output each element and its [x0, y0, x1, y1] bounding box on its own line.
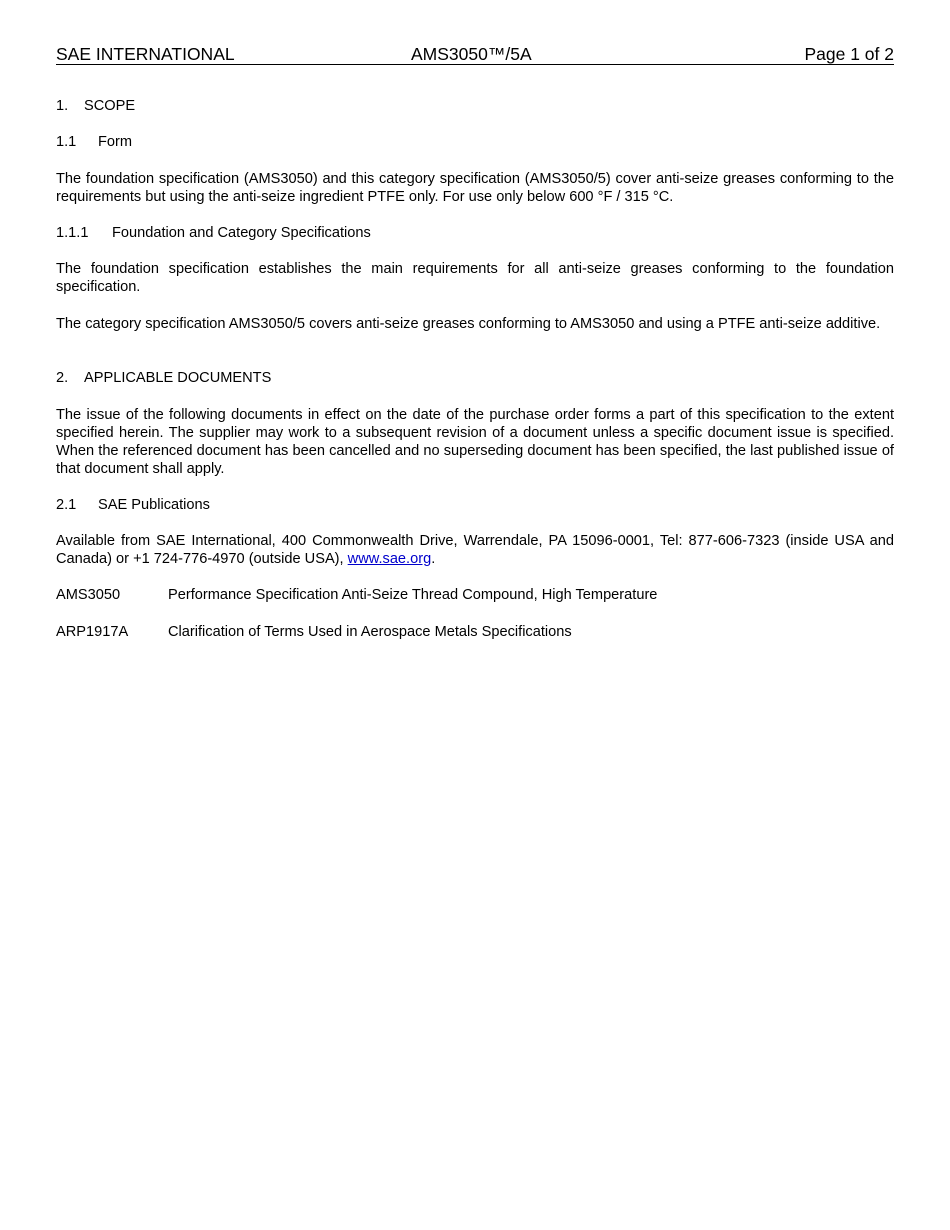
- section-number: 1.1: [56, 134, 77, 150]
- section-number: 2.1: [56, 497, 77, 513]
- section-number: 2.: [56, 370, 69, 386]
- section-title: SAE Publications: [98, 497, 210, 513]
- section-title: SCOPE: [84, 98, 136, 114]
- page-header: [56, 44, 894, 65]
- section-heading-foundation-category: [56, 224, 894, 242]
- paragraph-foundation-spec: The foundation specification establishes the main requirements for all anti-seize greases conforming to the foundation specification.: [56, 261, 894, 295]
- section-number: 1.1.1: [56, 225, 89, 241]
- header-document-id: AMS3050™/5A: [411, 44, 532, 64]
- paragraph-category-spec: The category specification AMS3050/5 covers anti-seize greases conforming to AMS3050 and using a PTFE anti-seize additive.: [56, 316, 881, 332]
- availability-text: Available from SAE International, 400 Commonwealth Drive, Warrendale, PA 15096-0001, Tel: 877-606-7323 (inside USA and Canada) or +1 724-776-4970 (outside USA),: [56, 533, 894, 567]
- reference-description: Performance Specification Anti-Seize Thread Compound, High Temperature: [168, 587, 658, 603]
- reference-row: [56, 586, 894, 604]
- availability-text-end: .: [431, 551, 436, 567]
- reference-row: [56, 623, 894, 641]
- paragraph-form: The foundation specification (AMS3050) and this category specification (AMS3050/5) cover anti-seize greases conforming to the requirements but using the anti-seize ingredient PTFE only. For use only below 600 °F / 315 °C.: [56, 171, 894, 205]
- reference-code: ARP1917A: [56, 624, 129, 640]
- section-heading-form: [56, 133, 894, 151]
- reference-code: AMS3050: [56, 587, 121, 603]
- section-heading-scope: [56, 97, 894, 115]
- header-page-label: Page 1 of 2: [804, 44, 894, 64]
- header-organization: SAE INTERNATIONAL: [56, 44, 235, 64]
- sae-website-link[interactable]: www.sae.org: [347, 551, 432, 567]
- section-heading-applicable-documents: [56, 369, 894, 387]
- paragraph-sae-availability: [56, 532, 894, 568]
- section-title: APPLICABLE DOCUMENTS: [84, 370, 272, 386]
- section-title: Form: [98, 134, 133, 150]
- paragraph-applicable-documents: The issue of the following documents in effect on the date of the purchase order forms a part of this specification to the extent specified herein. The supplier may work to a subsequent revision of a document unless a specific document issue is specified. When the referenced document has been cancelled and no superseding document has been specified, the last published issue of that document shall apply.: [56, 407, 894, 477]
- section-heading-sae-publications: [56, 496, 894, 514]
- reference-description: Clarification of Terms Used in Aerospace Metals Specifications: [168, 624, 572, 640]
- section-title: Foundation and Category Specifications: [112, 225, 371, 241]
- section-number: 1.: [56, 98, 69, 114]
